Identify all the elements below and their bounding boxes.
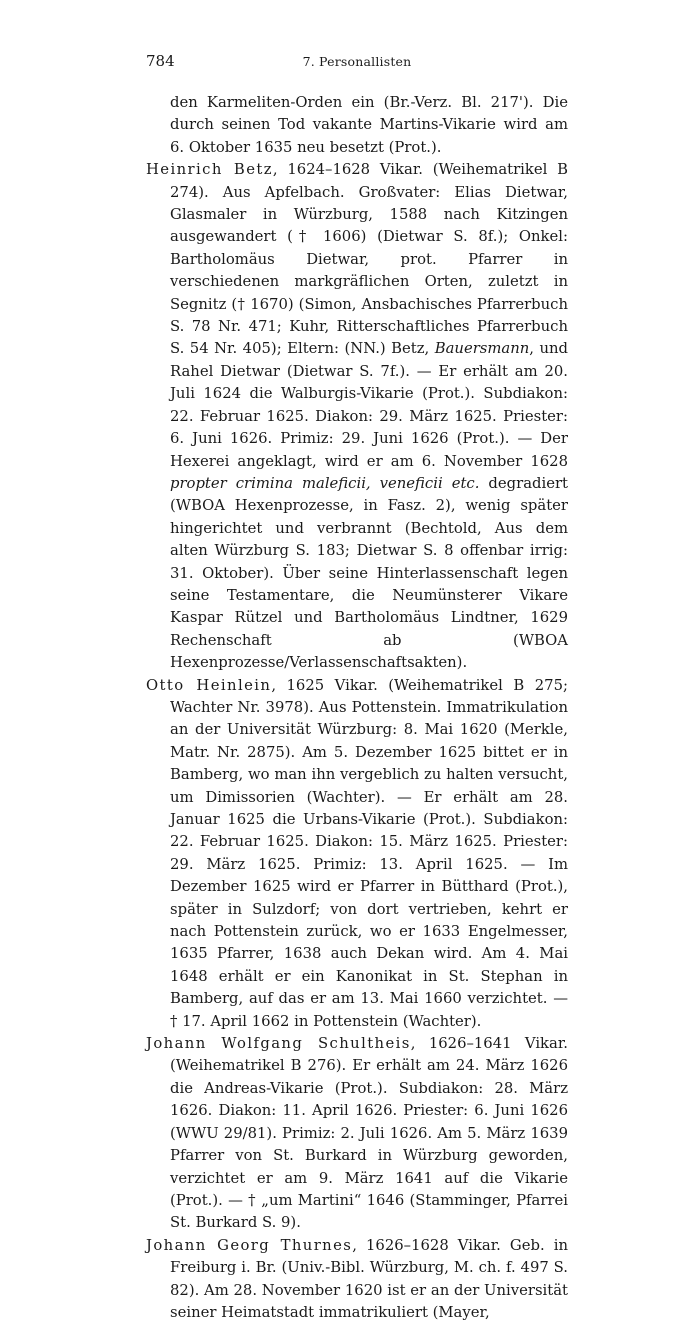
entry-johann-georg-thurnes [146,1235,568,1324]
entry-name: Heinrich Betz [146,161,273,179]
page-header [146,52,568,74]
entry-name: Otto Heinlein [146,676,272,694]
entry-name: Johann Wolfgang Schultheis [146,1035,411,1053]
entry-italic-text: propter crimina maleficii, veneficii etc. [170,474,480,492]
entry-italic-text: Bauersmann [434,340,530,358]
entry-continuation [146,92,568,159]
page-body [146,92,568,1324]
entry-text: den Karmeliten-Orden ein (Br.-Verz. Bl. 217'). Die durch seinen Tod vakante Martins-Vikarie wird am 6. Oktober 1635 neu besetzt (Prot.). [170,94,568,156]
entry-heinrich-betz [146,159,568,674]
entry-text: degradiert (WBOA Hexenprozesse, in Fasz. 2), wenig später hingerichtet und verbrannt (Bechtold, Aus dem alten Würzburg S. 183; Dietwar S. 8 offenbar irrig: 31. Oktober). Über seine Hinterlassenschaft legen seine Testamentare, die Neumünsterer Vikare Kaspar Rützel und Bartholomäus Lindtner, 1629 Rechenschaft ab (WBOA Hexenprozesse/Verlassenschaftsakten). [170,474,569,672]
entry-text: , und Rahel Dietwar (Dietwar S. 7f.). — Er erhält am 20. Juli 1624 die Walburgis-Vikarie (Prot.). Subdiakon: 22. Februar 1625. Diakon: 29. März 1625. Priester: 6. Juni 1626. Primiz: 29. Juni 1626 (Prot.). — Der Hexerei angeklagt, wird er am 6. November 1628 [170,340,568,470]
entry-johann-wolfgang-schultheis [146,1033,568,1235]
entry-text: , 1626–1641 Vikar. (Weihematrikel B 276). Er erhält am 24. März 1626 die Andreas-Vikarie (Prot.). Subdiakon: 28. März 1626. Diakon: 11. April 1626. Priester: 6. Juni 1626 (WWU 29/81). Primiz: 2. Juli 1626. Am 5. März 1639 Pfarrer von St. Burkard in Würzburg geworden, verzichtet er am 9. März 1641 auf die Vikarie (Prot.). — † „um Martini“ 1646 (Stamminger, Pfarrei St. Burkard S. 9). [170,1035,568,1232]
entry-name: Johann Georg Thurnes [146,1236,353,1254]
entry-text: , 1626–1628 Vikar. Geb. in Freiburg i. Br. (Univ.-Bibl. Würzburg, M. ch. f. 497 S. 82). Am 28. November 1620 ist er an der Universität seiner Heimatstadt immatrikuliert (Mayer, [170,1236,568,1321]
entry-text: , 1624–1628 Vikar. (Weihematrikel B 274). Aus Apfelbach. Großvater: Elias Dietwar, Glasmaler in Würzburg, 1588 nach Kitzingen ausgewandert († 1606) (Dietwar S. 8f.); Onkel: Bartholomäus Dietwar, prot. Pfarrer in verschiedenen markgräflichen Orten, zuletzt in Segnitz († 1670) (Simon, Ansbachisches Pfarrerbuch S. 78 Nr. 471; Kuhr, Ritterschaftliches Pfarrerbuch S. 54 Nr. 405); Eltern: (NN.) Betz, [170,161,569,358]
page-number: 784 [146,52,175,70]
running-head: 7. Personallisten [302,54,412,69]
entry-otto-heinlein [146,675,568,1034]
entry-text: , 1625 Vikar. (Weihematrikel B 275; Wachter Nr. 3978). Aus Pottenstein. Immatrikulation an der Universität Würzburg: 8. Mai 1620 (Merkle, Matr. Nr. 2875). Am 5. Dezember 1625 bittet er in Bamberg, wo man ihn vergeblich zu halten versucht, um Dimissorien (Wachter). — Er erhält am 28. Januar 1625 die Urbans-Vikarie (Prot.). Subdiakon: 22. Februar 1625. Diakon: 15. März 1625. Priester: 29. März 1625. Primiz: 13. April 1625. — Im Dezember 1625 wird er Pfarrer in Bütthard (Prot.), später in Sulzdorf; von dort vertrieben, kehrt er nach Pottenstein zurück, wo er 1633 Engelmesser, 1635 Pfarrer, 1638 auch Dekan wird. Am 4. Mai 1648 erhält er ein Kanonikat in St. Stephan in Bamberg, auf das er am 13. Mai 1660 verzichtet. — † 17. April 1662 in Pottenstein (Wachter). [170,676,568,1030]
